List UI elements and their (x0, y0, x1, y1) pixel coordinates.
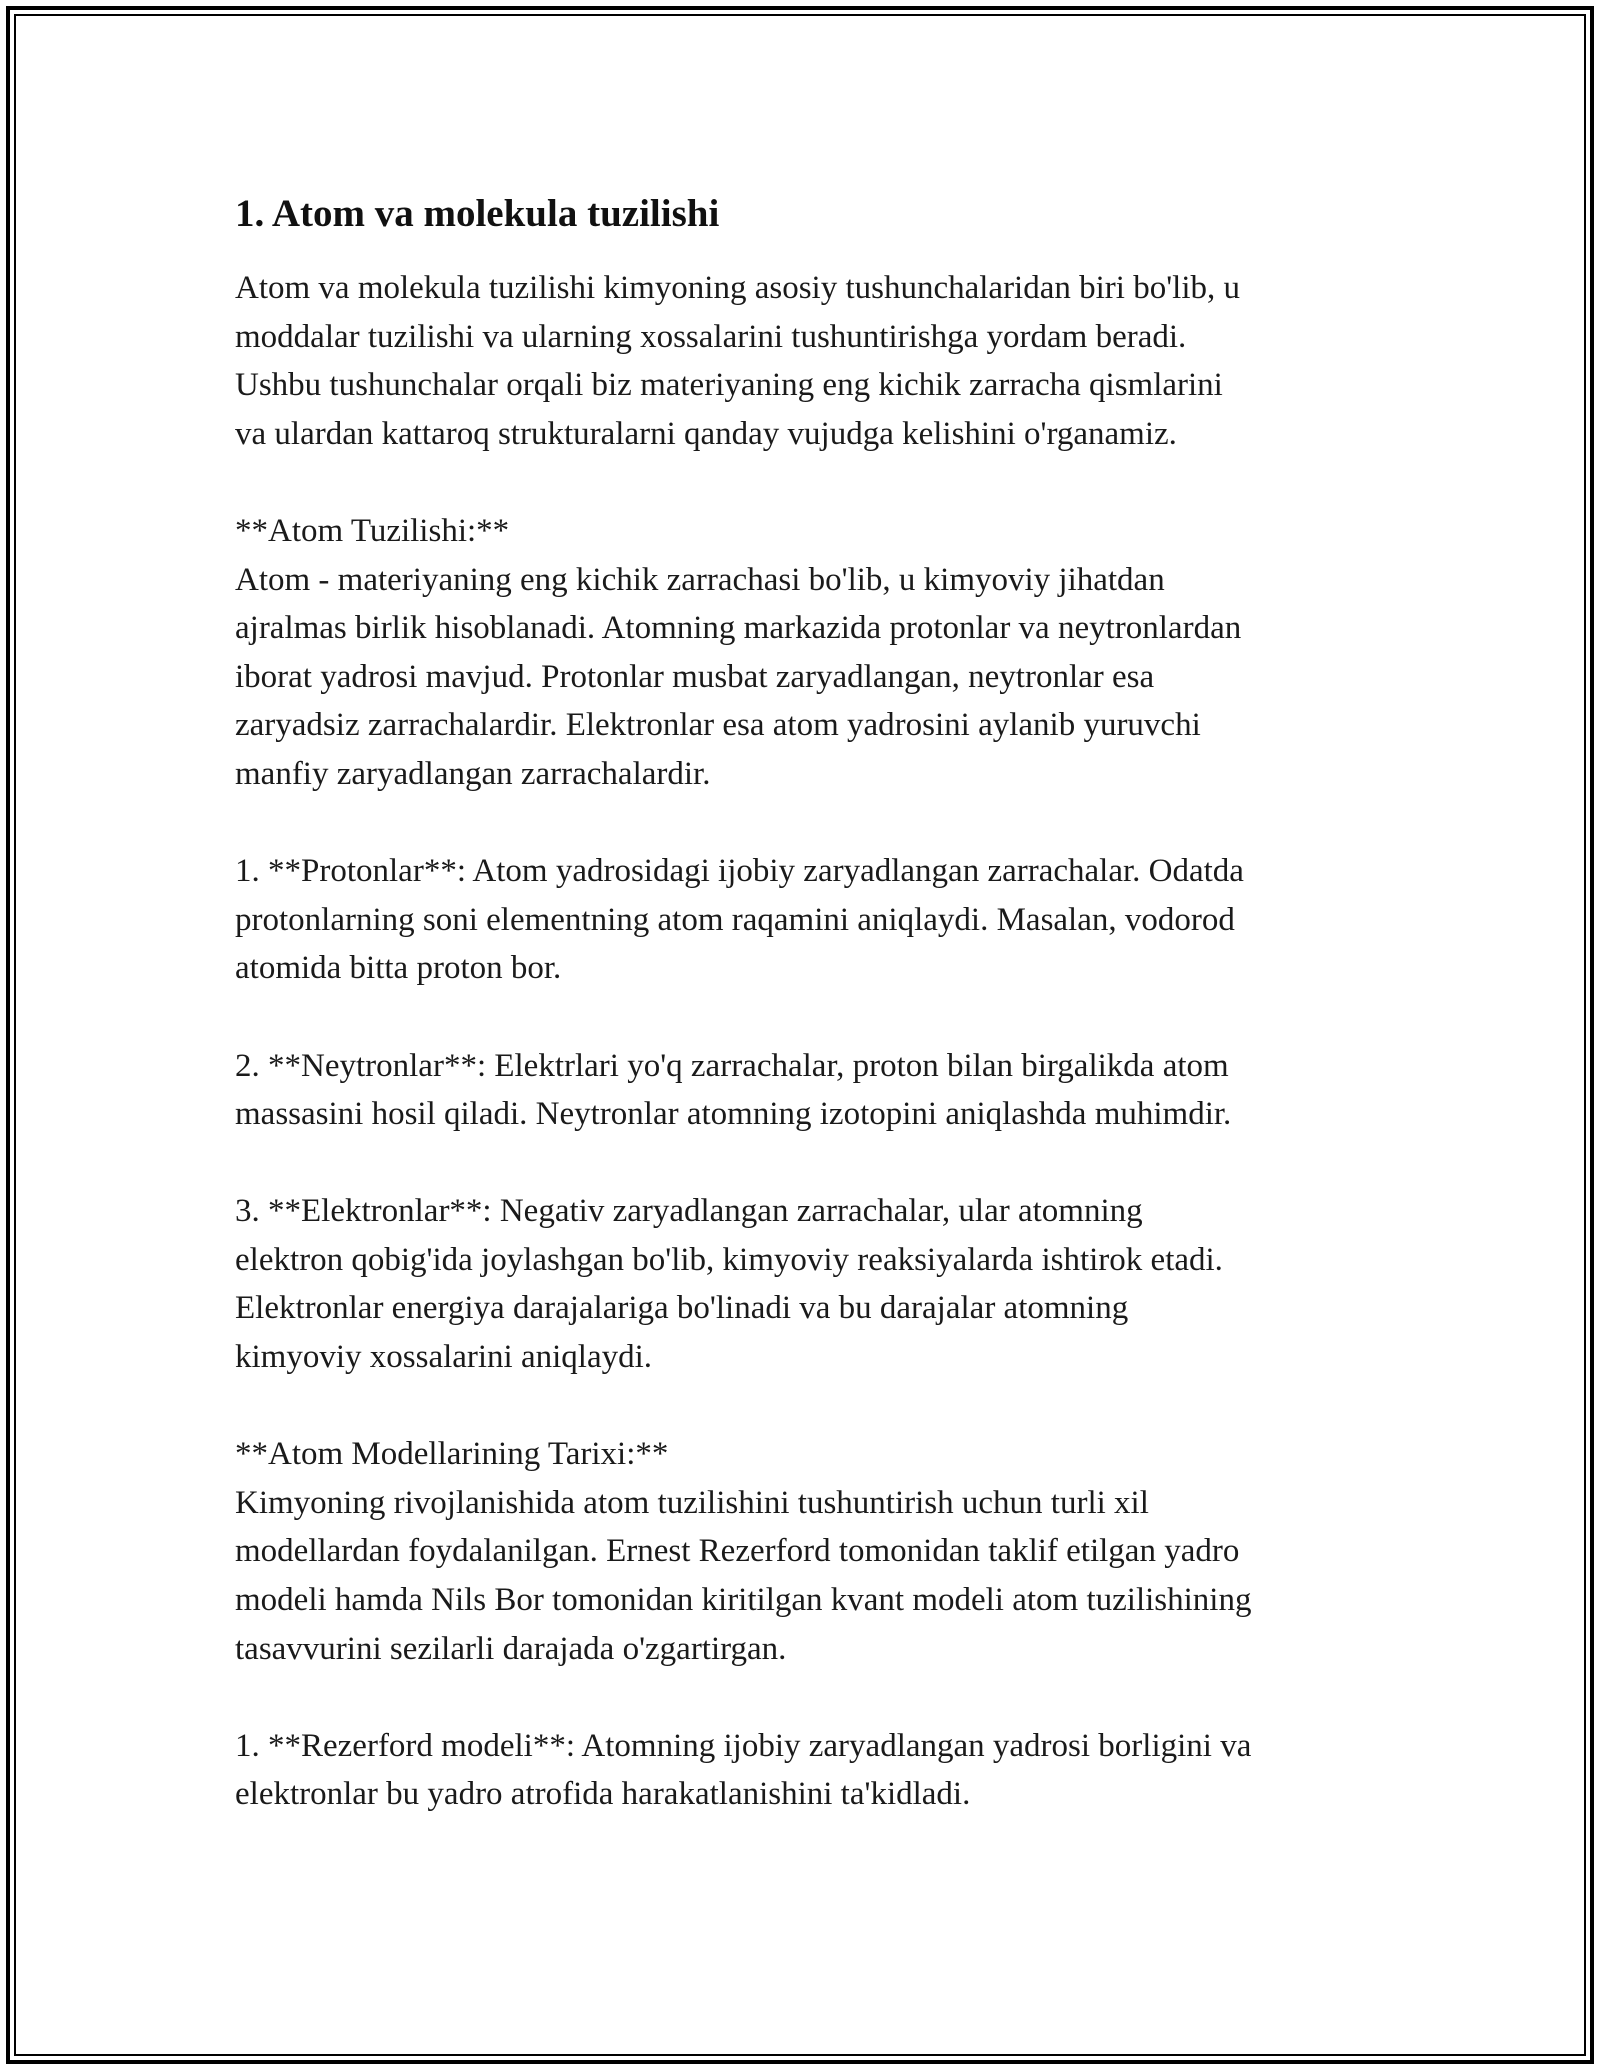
document-body (235, 190, 1385, 1819)
paragraph-rutherford-model: 1. **Rezerford modeli**: Atomning ijobiy zaryadlangan yadrosi borligini va elektronlar bu yadro atrofida harakatlanishini ta'kidladi. (235, 1727, 1252, 1813)
paragraph-protons: 1. **Protonlar**: Atom yadrosidagi ijobiy zaryadlangan zarrachalar. Odatda protonlarning soni elementning atom raqamini aniqlaydi. Masalan, vodorod atomida bitta proton bor. (235, 853, 1244, 987)
paragraph-atom-structure: **Atom Tuzilishi:** Atom - materiyaning eng kichik zarrachasi bo'lib, u kimyoviy jihatdan ajralmas birlik hisoblanadi. Atomning markazida protonlar va neytronlardan iborat yadrosi mavjud. Protonlar musbat zaryadlangan, neytronlar esa zaryadsiz zarrachalardir. Elektronlar esa atom yadrosini aylanib yuruvchi manfiy zaryadlangan zarrachalardir. (235, 512, 1242, 792)
paragraph-intro: Atom va molekula tuzilishi kimyoning asosiy tushunchalaridan biri bo'lib, u moddalar tuzilishi va ularning xossalarini tushuntirishga yordam beradi. Ushbu tushunchalar orqali biz materiyaning eng kichik zarracha qismlarini va ulardan kattaroq strukturalarni qanday vujudga kelishini o'rganamiz. (235, 270, 1240, 452)
paragraph-atom-models-history: **Atom Modellarining Tarixi:** Kimyoning rivojlanishida atom tuzilishini tushuntirish uchun turli xil modellardan foydalanilgan. Ernest Rezerford tomonidan taklif etilgan yadro modeli hamda Nils Bor tomonidan kiritilgan kvant modeli atom tuzilishining tasavvurini sezilarli darajada o'zgartirgan. (235, 1436, 1252, 1667)
document-title: 1. Atom va molekula tuzilishi (235, 192, 720, 235)
paragraph-electrons: 3. **Elektronlar**: Negativ zaryadlangan zarrachalar, ular atomning elektron qobig'ida joylashgan bo'lib, kimyoviy reaksiyalarda ishtirok etadi. Elektronlar energiya darajalariga bo'linadi va bu darajalar atomning kimyoviy xossalarini aniqlaydi. (235, 1193, 1223, 1376)
paragraph-neutrons: 2. **Neytronlar**: Elektrlari yo'q zarrachalar, proton bilan birgalikda atom massasini hosil qiladi. Neytronlar atomning izotopini aniqlashda muhimdir. (235, 1047, 1232, 1133)
